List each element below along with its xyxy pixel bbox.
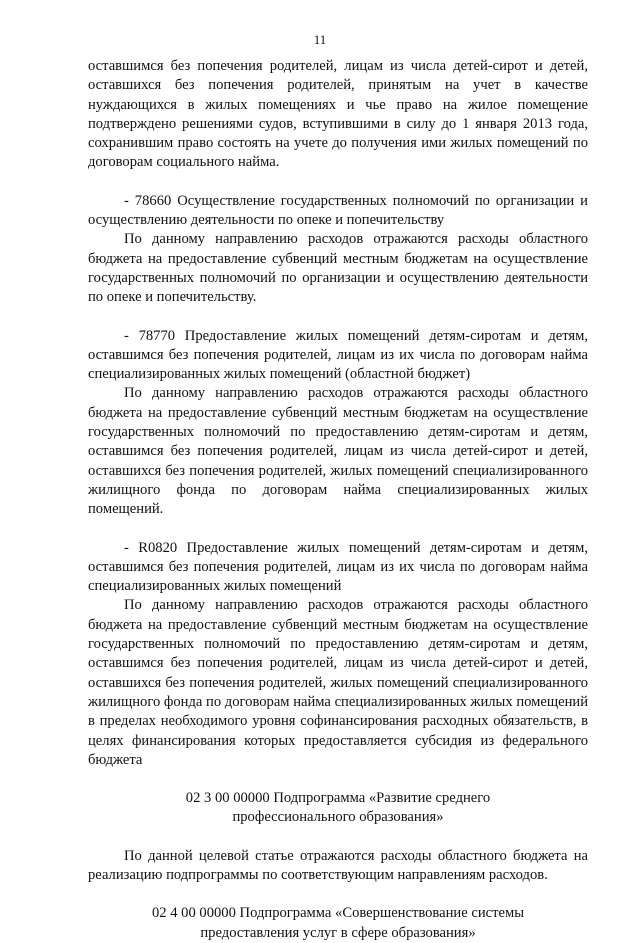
subprogram-heading-0230000000: 02 3 00 00000 Подпрограмма «Развитие среднего профессионального образования» [185,790,491,826]
page-number: 11 [313,32,327,47]
subprogram-heading-0240000000: 02 4 00 00000 Подпрограмма «Совершенствование системы предоставления услуг в сфере образования» [151,905,525,941]
item-78660-heading: - 78660 Осуществление государственных полномочий по организации и осуществлению деятельности по опеке и попечительству [88,192,588,229]
item-78770-description: По данному направлению расходов отражаются расходы областного бюджета на предоставление субвенций местным бюджетам на осуществление государственных полномочий по предоставлению детям-сиротам и детям, оставшимся без попечения родителей, лицам из числа детей-сирот и детей, оставшихся без попечения родителей, жилых помещений специализированного жилищного фонда по договорам найма специализированных жилых помещений. [88,385,588,518]
item-78660-description: По данному направлению расходов отражаются расходы областного бюджета на предоставление субвенций местным бюджетам на осуществление государственных полномочий по организации и осуществлению деятельности по опеке и попечительству. [88,231,588,306]
subprogram-description: По данной целевой статье отражаются расходы областного бюджета на реализацию подпрограммы по соответствующим направлениям расходов. [88,847,588,883]
document-body [88,57,588,943]
paragraph-continuation: оставшимся без попечения родителей, лицам из числа детей-сирот и детей, оставшихся без попечения родителей, принятым на учет в качестве нуждающихся в жилых помещениях и чье право на жилое помещение подтверждено решениями судов, вступившими в силу до 1 января 2013 года, сохранившим право состоять на учете до получения ими жилых помещений по договорам социального найма. [88,58,588,171]
item-r0820-description: По данному направлению расходов отражаются расходы областного бюджета на предоставление субвенций местным бюджетам на осуществление государственных полномочий по предоставлению детям-сиротам и детям, оставшимся без попечения родителей, лицам из числа детей-сирот и детей, оставшихся без попечения родителей, жилых помещений специализированного жилищного фонда по договорам найма специализированных жилых помещений в пределах необходимого уровня софинансирования расходных обязательств, в целях финансирования которых предоставляется субсидия из федерального бюджета [88,597,588,768]
item-r0820-heading: - R0820 Предоставление жилых помещений детям-сиротам и детям, оставшимся без попечения родителей, лицам из их числа по договорам найма специализированных жилых помещений [88,539,588,595]
item-78770-heading: - 78770 Предоставление жилых помещений детям-сиротам и детям, оставшимся без попечения родителей, лицам из их числа по договорам найма специализированных жилых помещений (областной бюджет) [88,327,588,383]
